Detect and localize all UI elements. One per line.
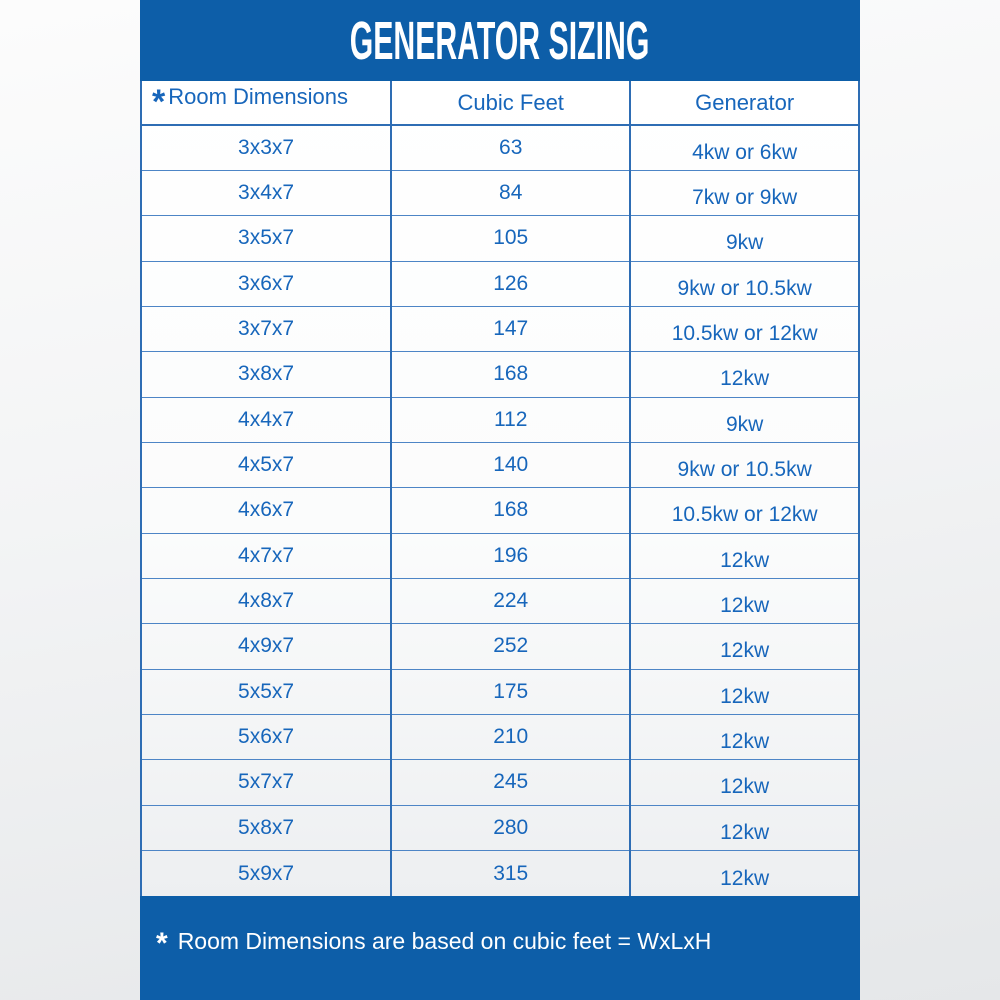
cubic-feet-cell: 168 — [391, 352, 630, 397]
table-row — [142, 805, 858, 850]
cubic-feet-cell: 63 — [391, 125, 630, 170]
generator-sizing-panel — [140, 0, 860, 1000]
cubic-feet-cell: 126 — [391, 261, 630, 306]
table-row — [142, 669, 858, 714]
table-row — [142, 261, 858, 306]
room-dimensions-cell: 4x9x7 — [142, 624, 391, 669]
generator-cell: 10.5kw or 12kw — [630, 488, 858, 533]
table-row — [142, 624, 858, 669]
room-dimensions-cell: 3x4x7 — [142, 170, 391, 215]
room-dimensions-cell: 3x8x7 — [142, 352, 391, 397]
table-row — [142, 488, 858, 533]
generator-cell: 12kw — [630, 533, 858, 578]
cubic-feet-cell: 112 — [391, 397, 630, 442]
room-dimensions-cell: 3x5x7 — [142, 216, 391, 261]
room-dimensions-cell: 3x7x7 — [142, 306, 391, 351]
cubic-feet-cell: 105 — [391, 216, 630, 261]
cubic-feet-cell: 252 — [391, 624, 630, 669]
generator-cell: 12kw — [630, 805, 858, 850]
room-dimensions-cell: 5x6x7 — [142, 714, 391, 759]
cubic-feet-cell: 245 — [391, 760, 630, 805]
room-dimensions-cell: 5x8x7 — [142, 805, 391, 850]
cubic-feet-cell: 168 — [391, 488, 630, 533]
room-dimensions-cell: 4x5x7 — [142, 442, 391, 487]
table-row — [142, 533, 858, 578]
cubic-feet-cell: 196 — [391, 533, 630, 578]
generator-cell: 12kw — [630, 714, 858, 759]
page-title: GENERATOR SIZING — [350, 10, 650, 71]
room-dimensions-cell: 4x4x7 — [142, 397, 391, 442]
generator-cell: 4kw or 6kw — [630, 125, 858, 170]
table-row — [142, 578, 858, 623]
cubic-feet-cell: 140 — [391, 442, 630, 487]
table-area — [140, 81, 860, 896]
generator-cell: 9kw — [630, 216, 858, 261]
table-row — [142, 306, 858, 351]
table-row — [142, 760, 858, 805]
cubic-feet-cell: 224 — [391, 578, 630, 623]
footnote-band — [140, 896, 860, 1000]
header-room-dimensions — [142, 81, 391, 125]
generator-cell: 9kw or 10.5kw — [630, 442, 858, 487]
asterisk-marker: * — [152, 83, 166, 121]
room-dimensions-cell: 5x9x7 — [142, 851, 391, 897]
generator-cell: 12kw — [630, 760, 858, 805]
footnote-asterisk-marker: * — [156, 927, 168, 960]
generator-cell: 9kw — [630, 397, 858, 442]
table-row — [142, 170, 858, 215]
footnote-text: Room Dimensions are based on cubic feet = WxLxH — [177, 927, 712, 954]
generator-sizing-table — [142, 81, 858, 896]
header-cubic-feet: Cubic Feet — [391, 81, 630, 125]
generator-cell: 9kw or 10.5kw — [630, 261, 858, 306]
table-row — [142, 442, 858, 487]
room-dimensions-cell: 4x6x7 — [142, 488, 391, 533]
room-dimensions-cell: 5x7x7 — [142, 760, 391, 805]
table-row — [142, 352, 858, 397]
table-body — [142, 125, 858, 896]
table-row — [142, 397, 858, 442]
cubic-feet-cell: 280 — [391, 805, 630, 850]
table-row — [142, 851, 858, 897]
generator-cell: 12kw — [630, 352, 858, 397]
generator-cell: 12kw — [630, 578, 858, 623]
room-dimensions-cell: 3x3x7 — [142, 125, 391, 170]
generator-cell: 12kw — [630, 669, 858, 714]
room-dimensions-cell: 4x7x7 — [142, 533, 391, 578]
table-row — [142, 216, 858, 261]
cubic-feet-cell: 315 — [391, 851, 630, 897]
table-row — [142, 125, 858, 170]
title-band — [140, 0, 860, 81]
table-header-row — [142, 81, 858, 125]
cubic-feet-cell: 84 — [391, 170, 630, 215]
generator-cell: 10.5kw or 12kw — [630, 306, 858, 351]
header-room-dimensions-label: Room Dimensions — [168, 84, 348, 109]
cubic-feet-cell: 210 — [391, 714, 630, 759]
generator-cell: 12kw — [630, 624, 858, 669]
generator-cell: 12kw — [720, 866, 770, 890]
cubic-feet-cell: 147 — [391, 306, 630, 351]
generator-cell: 7kw or 9kw — [630, 170, 858, 215]
room-dimensions-cell: 3x6x7 — [142, 261, 391, 306]
table-row — [142, 714, 858, 759]
cubic-feet-cell: 175 — [391, 669, 630, 714]
room-dimensions-cell: 4x8x7 — [142, 578, 391, 623]
header-generator: Generator — [630, 81, 858, 125]
room-dimensions-cell: 5x5x7 — [142, 669, 391, 714]
